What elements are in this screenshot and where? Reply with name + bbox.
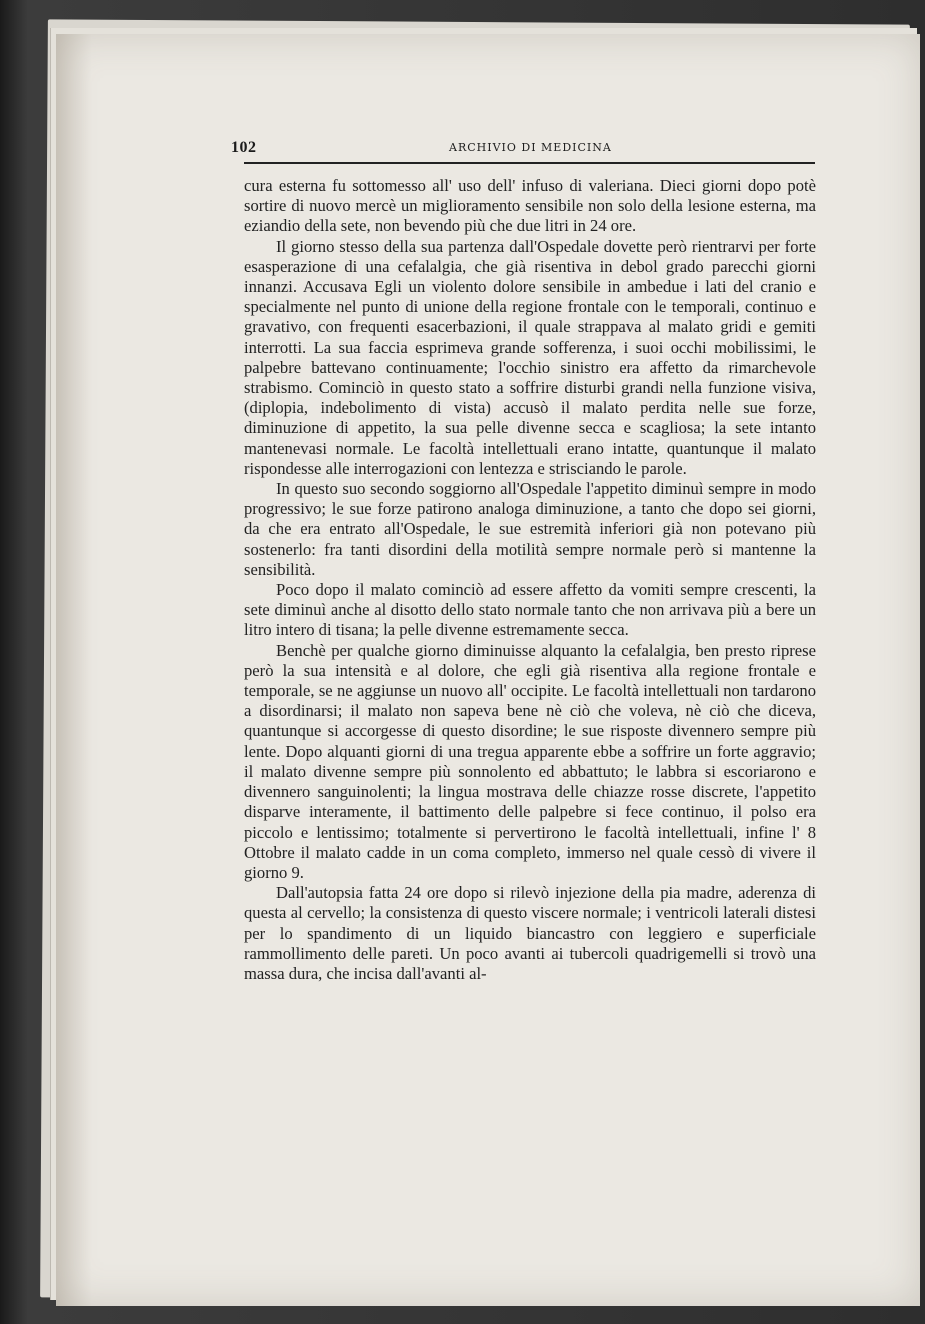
- page-number: 102: [231, 139, 257, 156]
- paragraph: cura esterna fu sottomesso all' uso dell' infuso di valeriana. Dieci giorni dopo potè sortire di nuovo mercè un miglioramento sensibile non solo della lesione esterna, ma eziandio della sete, non bevendo più che due litri in 24 ore.: [244, 176, 816, 236]
- paragraph: Dall'autopsia fatta 24 ore dopo si rilevò injezione della pia madre, aderenza di questa al cervello; la consistenza di questo viscere normale; i ventricoli laterali distesi per lo spandimento di un liquido biancastro con leggiero e superficiale rammollimento delle pareti. Un poco avanti ai tubercoli quadrigemelli si trovò una massa dura, che incisa dall'avanti al-: [244, 883, 816, 983]
- body-text: [244, 176, 816, 984]
- page-header: [231, 139, 616, 157]
- paragraph: In questo suo secondo soggiorno all'Ospedale l'appetito diminuì sempre in modo progressivo; le sue forze patirono analoga diminuzione, a tanto che dopo sei giorni, da che era entrato all'Ospedale, le sue estremità inferiori già non potevano più sostenerlo: fra tanti disordini della motilità sempre normale però si mantenne la sensibilità.: [244, 479, 816, 579]
- header-rule: [244, 162, 815, 164]
- running-title: ARCHIVIO DI MEDICINA: [449, 141, 612, 154]
- paragraph: Poco dopo il malato cominciò ad essere affetto da vomiti sempre crescenti, la sete diminuì anche al disotto dello stato normale tanto che non arrivava più a bere un litro intero di tisana; la pelle divenne estremamente secca.: [244, 580, 816, 640]
- paragraph: Il giorno stesso della sua partenza dall'Ospedale dovette però rientrarvi per forte esasperazione di una cefalalgia, che già risentiva in debol grado parecchi giorni innanzi. Accusava Egli un violento dolore sensibile in ambedue i lati del cranio e specialmente nel punto di unione della regione frontale con le temporali, continuo e gravativo, con frequenti esacerbazioni, il quale strappava al malato gridi e gemiti interrotti. La sua faccia esprimeva grande sofferenza, i suoi occhi mobilissimi, le palpebre battevano continuamente; l'occhio sinistro era affetto da rimarchevole strabismo. Cominciò in questo stato a soffrire disturbi grandi nella funzione visiva, (diplopia, indebolimento di vista) accusò il malato perdita nelle sue forze, diminuzione di appetito, la sua pelle divenne secca e scagliosa; la sete intanto mantenevasi normale. Le facoltà intellettuali erano intatte, quantunque il malato rispondesse alle interrogazioni con lentezza e strisciando le parole.: [244, 236, 816, 478]
- paragraph: Benchè per qualche giorno diminuisse alquanto la cefalalgia, ben presto riprese però la sua intensità e al dolore, che egli già risentiva alla regione frontale e temporale, se ne aggiunse un nuovo all' occipite. Le facoltà intellettuali non tardarono a disordinarsi; il malato non sapeva bene nè ciò che voleva, nè ciò che diceva, quantunque si accorgesse di questo disordine; le sue risposte divennero sempre più lente. Dopo alquanti giorni di una tregua apparente ebbe a soffrire un forte aggravio; il malato divenne sempre più sonnolento ed abbattuto; le labbra si escoriarono e divennero sanguinolenti; la lingua mostrava delle chiazze rosse discrete, l'appetito disparve interamente, il battimento delle palpebre si fece continuo, il polso era piccolo e lentissimo; totalmente si pervertirono le facoltà intellettuali, infine l' 8 Ottobre il malato cadde in un coma completo, immerso nel quale cessò di vivere il giorno 9.: [244, 640, 816, 882]
